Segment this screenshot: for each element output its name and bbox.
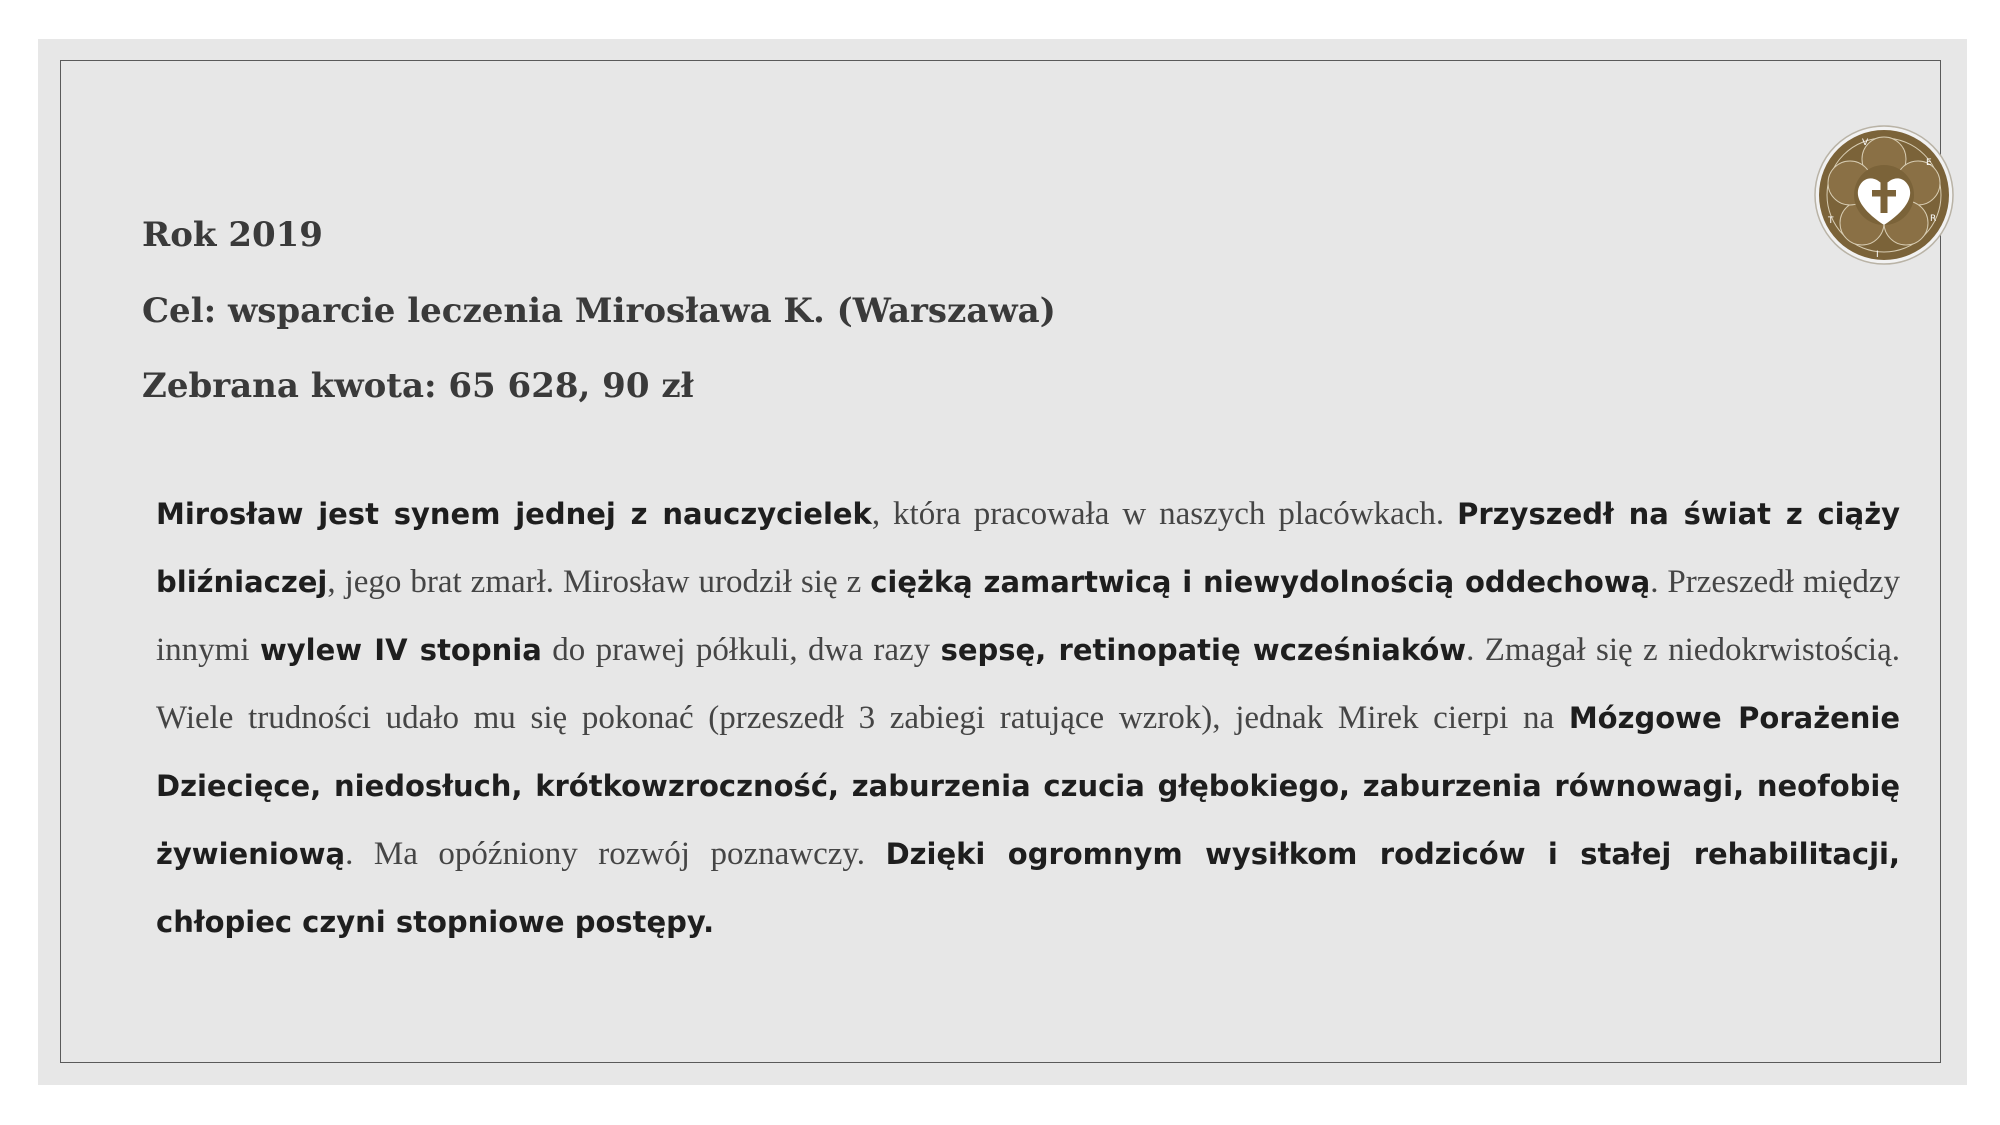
svg-text:E: E [1926,158,1932,168]
paragraph-text: . Przeszedł między innymi [156,564,1900,668]
paragraph-text: do prawej półkuli, dwa razy [541,632,941,668]
emphasized-text: wylew IV stopnia [259,633,542,667]
paragraph-text: . Zmagał się z niedokrwistością. Wiele trudności udało mu się pokonać (przeszedł 3 zabiegi ratujące wzrok), jednak Mirek cierpi na [156,632,1900,736]
svg-text:T: T [1828,216,1834,226]
emphasized-text: sepsę, retinopatię wcześniaków [940,633,1467,667]
luther-rose-emblem-icon [1814,125,1954,265]
amount-heading: Zebrana kwota: 65 628, 90 zł [142,366,694,406]
paragraph-text: , która pracowała w naszych placówkach. [871,496,1458,532]
emphasized-text: Przyszedł na świat z ciąży bliźniaczej [156,497,1900,599]
svg-text:R: R [1930,214,1937,224]
slide [38,39,1967,1085]
emphasized-text: ciężką zamartwicą i niewydolnością oddechową [870,565,1651,599]
year-heading: Rok 2019 [142,215,323,255]
paragraph-text: , jego brat zmarł. Mirosław urodził się z [327,564,871,600]
emphasized-text: Mózgowe Porażenie Dziecięce, niedosłuch, krótkowzroczność, zaburzenia czucia głębokiego, zaburzenia równowagi, neofobię żywieniową [156,701,1901,871]
svg-text:V: V [1862,138,1869,148]
goal-heading: Cel: wsparcie leczenia Mirosława K. (Warszawa) [142,291,1056,331]
paragraph-text: . Ma opóźniony rozwój poznawczy. [345,836,886,872]
emphasized-text: Mirosław jest synem jednej z nauczycielek [156,497,872,531]
svg-text:I: I [1876,250,1879,260]
emphasized-text: Dzięki ogromnym wysiłkom rodziców i stałej rehabilitacji, chłopiec czyni stopniowe postępy. [156,837,1900,939]
description-paragraph [156,480,1900,956]
